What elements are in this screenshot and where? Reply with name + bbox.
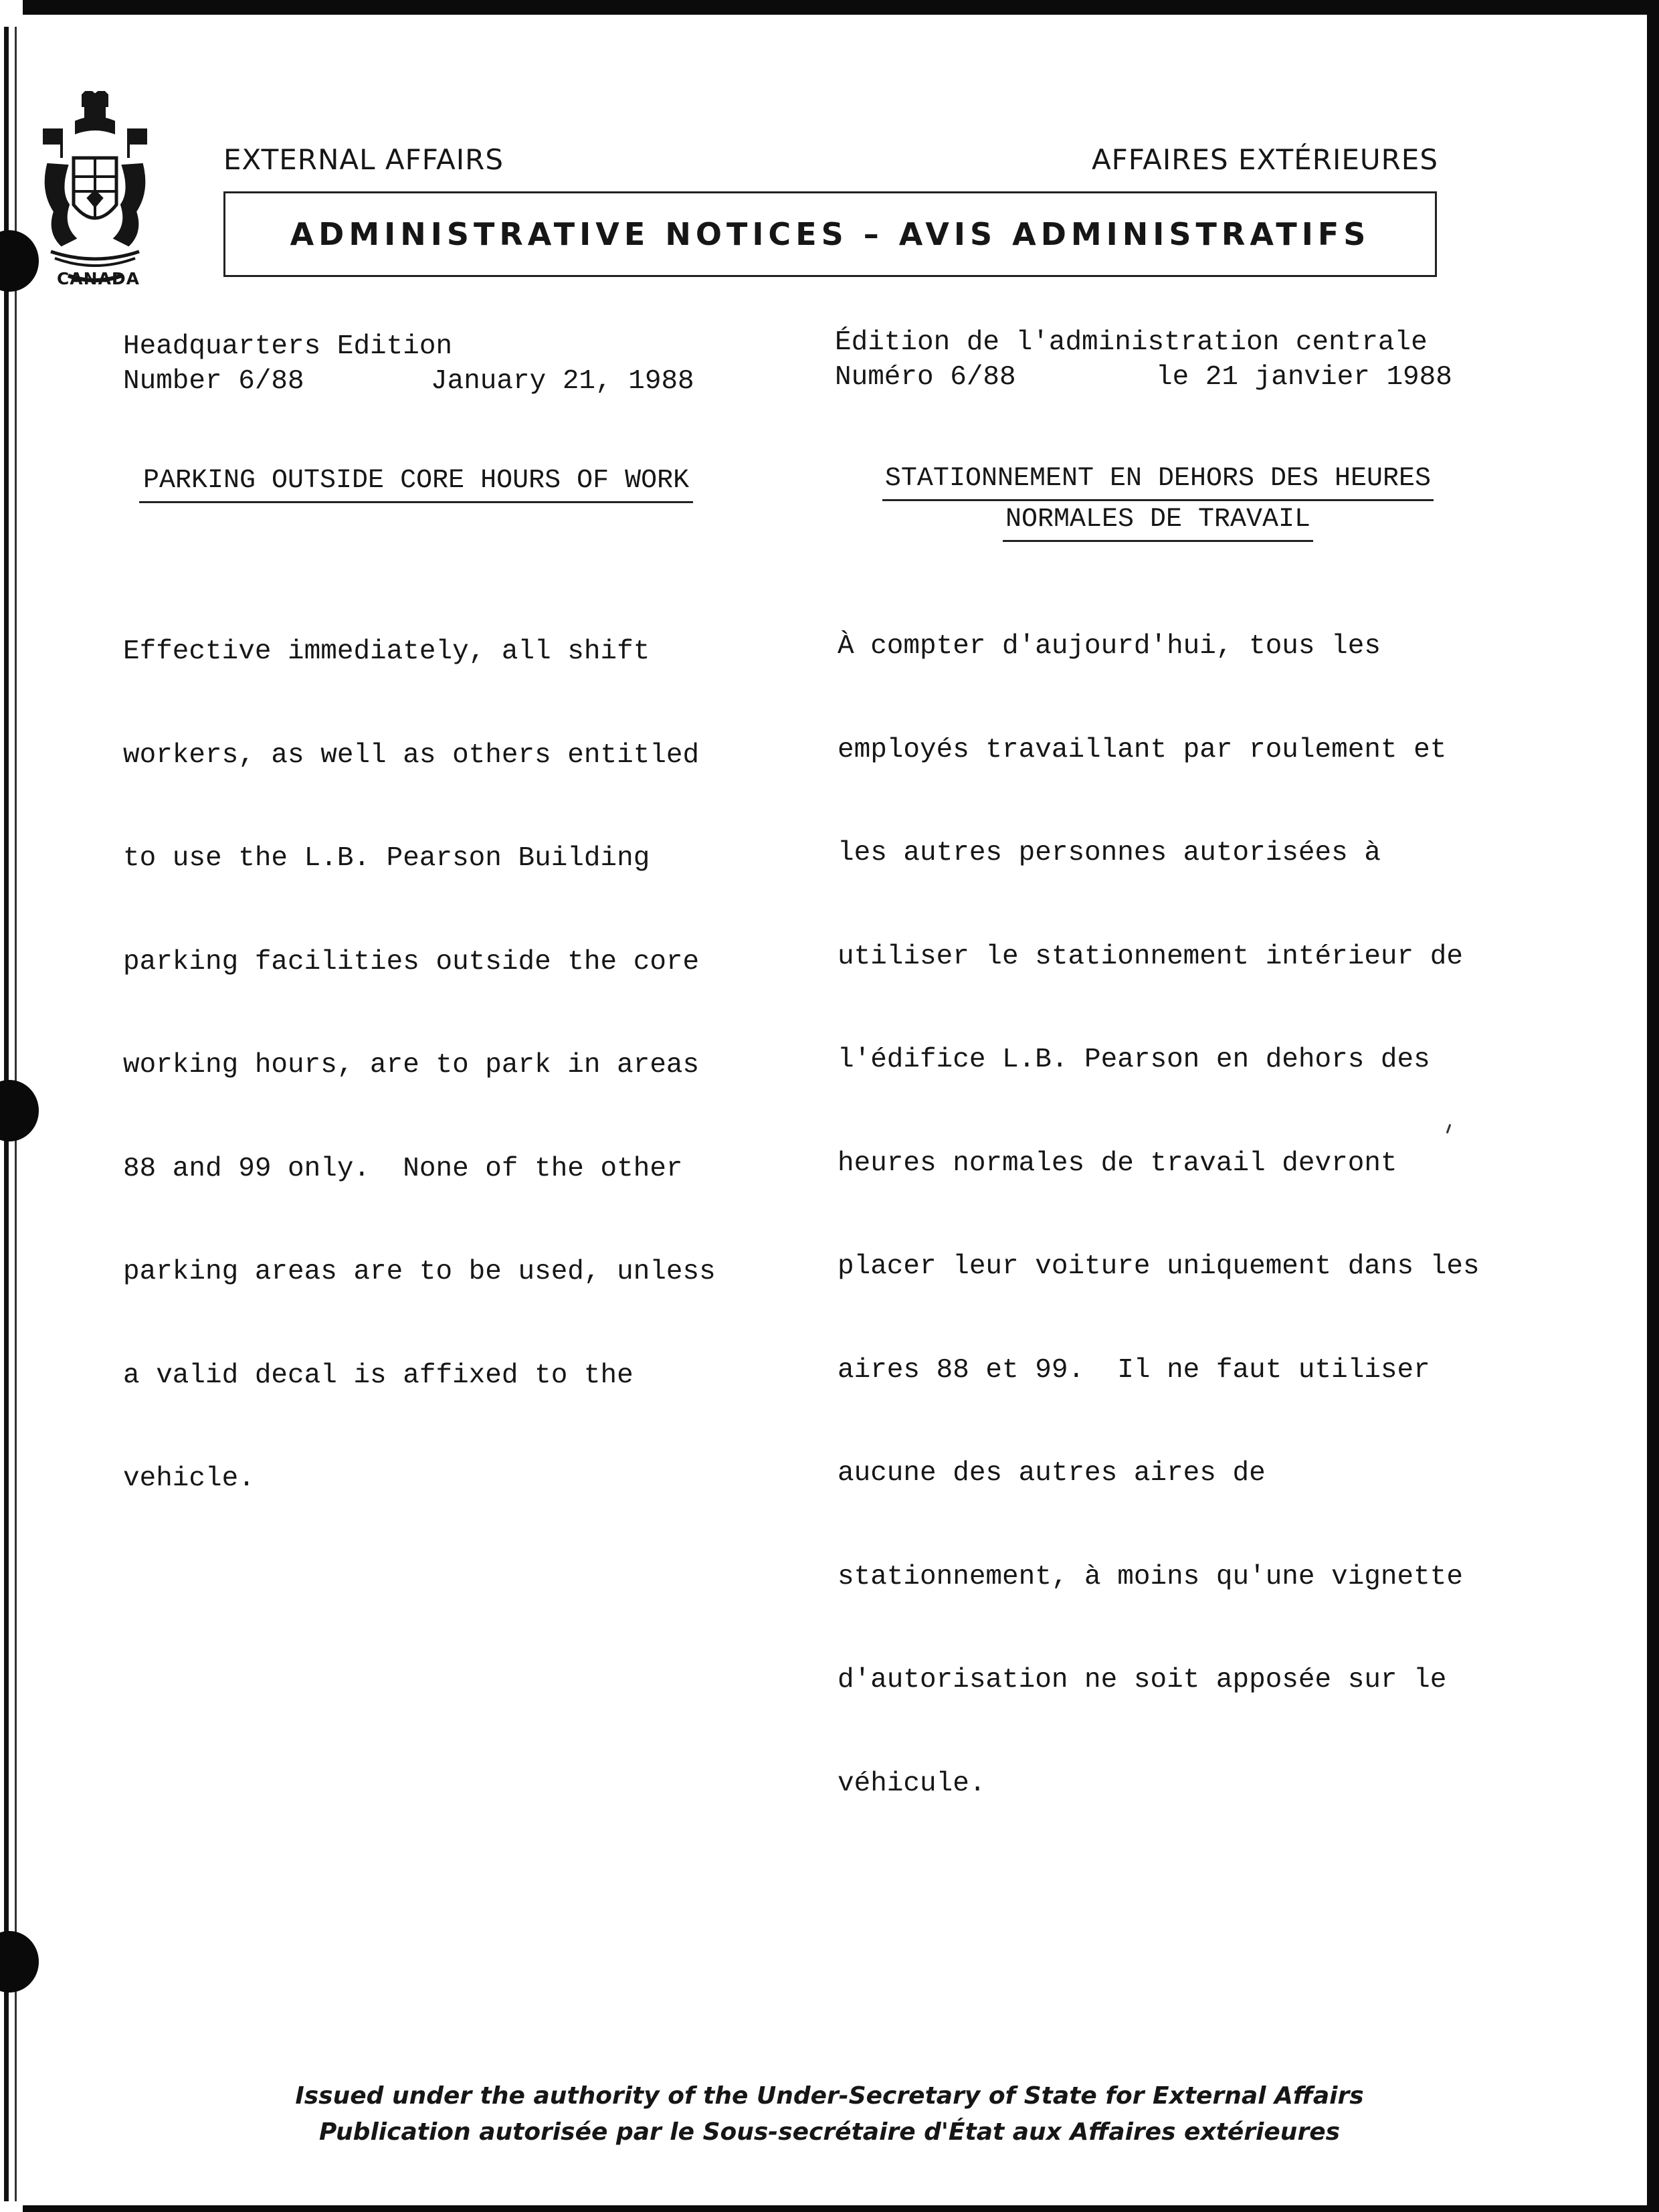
edition-fr: Édition de l'administration centrale (835, 327, 1428, 358)
issue-date-fr: le 21 janvier 1988 (1156, 362, 1452, 393)
body-line: aires 88 et 99. Il ne faut utiliser (838, 1354, 1430, 1386)
issue-date-en: January 21, 1988 (431, 366, 694, 397)
body-line: Effective immediately, all shift (123, 636, 650, 667)
body-line: vehicle. (123, 1463, 255, 1494)
issue-number-fr: Numéro 6/88 (835, 362, 1016, 393)
scan-top-border (0, 0, 1659, 15)
body-line: aucune des autres aires de (838, 1458, 1266, 1489)
canada-coat-of-arms-icon (35, 91, 155, 289)
body-line: utiliser le stationnement intérieur de (838, 941, 1463, 972)
authority-footer (0, 2078, 1659, 2150)
body-line: to use the L.B. Pearson Building (123, 843, 650, 874)
body-line: 88 and 99 only. None of the other (123, 1153, 683, 1184)
notice-body-en (123, 566, 716, 1531)
punch-hole (0, 1931, 39, 1993)
section-heading-fr-line-2: NORMALES DE TRAVAIL (1003, 502, 1313, 542)
body-line: véhicule. (838, 1768, 986, 1799)
country-label: CANADA (56, 269, 140, 288)
body-line: À compter d'aujourd'hui, tous les (838, 631, 1381, 662)
title-box (223, 191, 1437, 277)
notice-title: ADMINISTRATIVE NOTICES – AVIS ADMINISTRATIFS (290, 216, 1371, 252)
body-line: heures normales de travail devront (838, 1147, 1397, 1179)
edition-en: Headquarters Edition (123, 331, 453, 362)
section-heading-en: PARKING OUTSIDE CORE HOURS OF WORK (139, 466, 693, 503)
footer-line-fr: Publication autorisée par le Sous-secrétaire d'État aux Affaires extérieures (318, 2118, 1341, 2146)
body-line: stationnement, à moins qu'une vignette (838, 1561, 1463, 1592)
body-line: l'édifice L.B. Pearson en dehors des (838, 1044, 1430, 1075)
footer-line-en: Issued under the authority of the Under-Secretary of State for External Affairs (295, 2082, 1364, 2110)
body-line: les autres personnes autorisées à (838, 838, 1381, 868)
body-line: a valid decal is affixed to the (123, 1360, 633, 1391)
scan-bottom-border (0, 2205, 1659, 2212)
punch-hole (0, 1080, 39, 1141)
section-heading-fr (867, 462, 1449, 542)
body-line: placer leur voiture uniquement dans les (838, 1251, 1480, 1282)
body-line: parking facilities outside the core (123, 946, 700, 978)
department-name-fr: AFFAIRES EXTÉRIEURES (1091, 143, 1438, 176)
body-line: d'autorisation ne soit apposée sur le (838, 1665, 1447, 1695)
body-line: workers, as well as others entitled (123, 739, 700, 771)
issue-number-en: Number 6/88 (123, 366, 304, 397)
section-heading-fr-line-1: STATIONNEMENT EN DEHORS DES HEURES (882, 462, 1434, 501)
department-name-en: EXTERNAL AFFAIRS (223, 143, 504, 176)
body-line: working hours, are to park in areas (123, 1050, 700, 1081)
scan-right-border (1647, 0, 1659, 2212)
punch-hole (0, 230, 39, 292)
notice-body-fr (838, 561, 1480, 1836)
body-line: employés travaillant par roulement et (838, 734, 1447, 765)
body-line: parking areas are to be used, unless (123, 1257, 716, 1287)
